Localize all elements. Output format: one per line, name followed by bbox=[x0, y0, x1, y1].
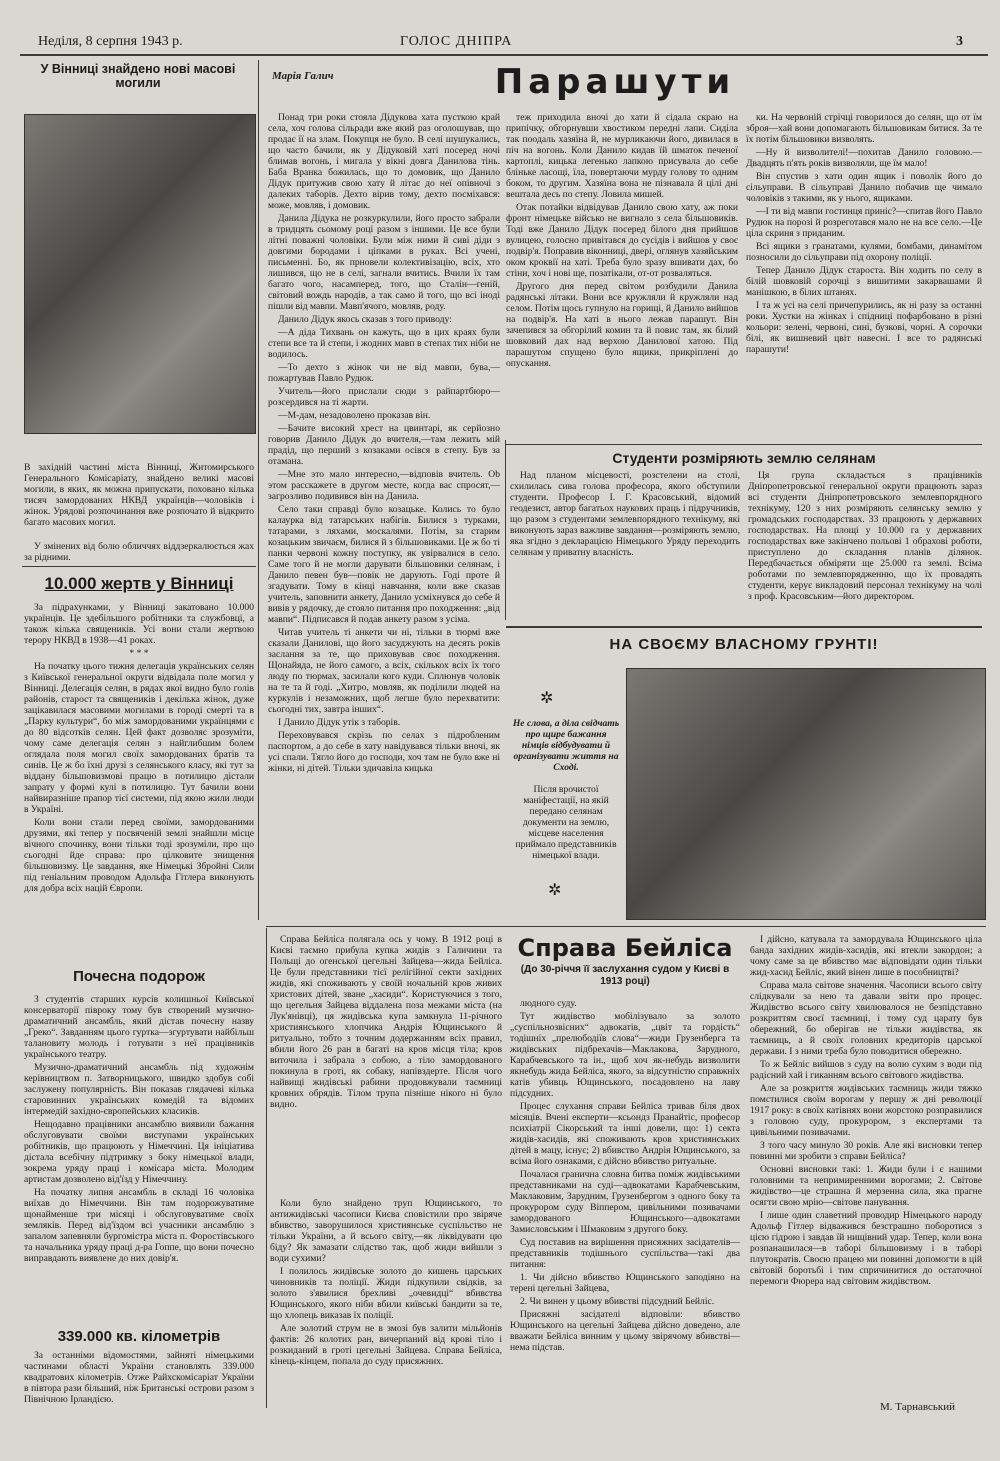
story-paragraph: Переховувався скрізь по селах з підробленим паспортом, а до себе в хату навідувався тільки вночі, як усі спали. Тягло його до господи, хоч там не було вже ні жінки, ні дітей. Тільки здичавіла кицька bbox=[268, 730, 500, 774]
page-number: 3 bbox=[956, 34, 963, 49]
story-paragraph: Село таки справді було козацьке. Колись то було калаурка від татарських набігів. Билися з турками, татарами, з ляхами, москалями. Потім, за старим козацьким звичаєм, билися й з більшовиками. Це ж бо ті панки червоні кожну поступку, як увірвалися в село. Саме того й не могли дарувати більшовики селянам, і Данило певен був—повік не дарують. Годі проте й згадувати. Тому в кінці навчання, коли вже сказав учитель, заповнити анкету, Данило усміхнувся до себе й вивів у рядочку, де стояло питання про походження: „від мавпи“. Підписався й подав анкету разом з усіма. bbox=[268, 504, 500, 625]
paragraph: За підрахунками, у Вінниці закатовано 10.000 українців. Це здебільшого робітники та службовці, а також кілька священиків. Усі вони стали жертвою терору НКВД в 1938—41 роках. bbox=[24, 602, 254, 646]
beilis-paragraph: людного суду. bbox=[520, 998, 577, 1009]
column-divider bbox=[266, 928, 267, 1408]
story-paragraph: Він спустив з хати один ящик і поволік його до сільуправи. В сільуправі Данило побачив ще чимало чоловіків з такими, як у нього, ящиками. bbox=[746, 171, 982, 204]
story-paragraph: ки. На червоній стрічці говорилося до селян, що от їм зброя—хай вони допомагають більшовикам битися. За те їх потім більшовики визволять. bbox=[746, 112, 982, 145]
beilis-paragraph: Суд поставив на вирішення присяжних засідателів—представників тодішнього суспільства—такі два питання: bbox=[510, 1237, 740, 1270]
story-paragraph: Тепер Данило Дідук староста. Він ходить по селу в білій шовковій сорочці з вишитими закарвашами й манішкою, в білих штанях. bbox=[746, 265, 982, 298]
paragraph: Ця група складається з працівників Дніпропетровської генеральної округи працюють зараз всі студенти Дніпропетровського землевпорядного технікуму, 120 з них розміряють селянську землю у громадських господарствах. 33 працюють у державних господарствах. На площі у 10.000 га у державних господарствах вже закінчено польові 1 обрахові роботи, приступлено до складання планів ділянок. Передбачається обміряти ще 25.000 га землі. Всіма роботами по землевпорядженню, що їх провадять студенти, керує викладовий персонал технікуму на чолі з проф. Красовським—його директором. bbox=[748, 470, 982, 602]
beilis-paragraph: То ж Бейліс вийшов з суду на волю сухим з води під радісний хай і гиканням всього світового жидівства. bbox=[750, 1059, 982, 1081]
photo-caption-2: У змінених від болю обличчях віддзеркалюється жах за рідними. bbox=[24, 541, 254, 563]
headline-honorary-journey: Почесна подорож bbox=[73, 968, 205, 985]
column-divider bbox=[258, 60, 259, 920]
beilis-paragraph: Присяжні засідателі відповіли: вбивство Ющинського на цегельні Зайцева дійсно доведено, але вважати Бейліса винним у цьому звірячому вбивстві—нема підстав. bbox=[510, 1309, 740, 1353]
story-author: Марія Галич bbox=[272, 70, 334, 82]
issue-date: Неділя, 8 серпня 1943 р. bbox=[38, 34, 183, 49]
story-paragraph: І Данило Дідук утік з таборів. bbox=[278, 717, 401, 728]
story-paragraph: Отак потайки відвідував Данило свою хату, аж поки фронт німецьке військо не вигнало з села більшовиків. Тоді вже Данило Дідук посеред білого дня прийшов вулицею, голосно привітався до сусідів і вийшов у своє подвір'я. Поправив віконниці, двері, оглянув хазяйським оком кроквії на хаті. Треба було зразу вшивати дах, бо стіни, хоч і нові ще, позатікали, от-от розваляться. bbox=[506, 202, 738, 279]
header-rule bbox=[20, 54, 988, 56]
celebration-photo bbox=[626, 668, 986, 920]
paragraph: На початку цього тижня делегація українських селян з Київської генеральної округи відвідала поле могил у Вінниці. Делегація селян, в рядах якої видно було голів районів, старост та священиків і декілька жінок, дуже зацікавилася масовими могилами в городі смерті та в „Парку культури“, бо між замордованими українцями є до 80 відсотків селян. Цей факт дозволяє зрозуміти, чому саме делегація селян з найглибшим болем оглядала поля могил своїх замордованих братів та синів. Це ж бо їхні друзі з селянського класу, які тут за віддану більшовизмові працю в потилицю дістали запрату у формі кулі в потилицю. Тут бачили вони найвиразніше прапор тієї системи, під якою жили люди в Україні. bbox=[24, 661, 254, 815]
own-soil-body: Після врочистої маніфестації, на якій передано селянам документи на землю, місцеве населення приймало представників німецької влади. bbox=[515, 784, 617, 861]
headline-own-soil: НА СВОЄМУ ВЛАСНОМУ ГРУНТІ! bbox=[609, 636, 879, 653]
paragraph: На початку липня ансамбль в складі 16 чоловіка виїхав до Німеччини. Він там подорожуватиме щонайменше три місяці і обслуговуватиме своїх земляків. Перед від'їздом всі учасники ансамблю з запалом запевняли бургомістра міста п. Форостівського та начальника уряду праці д-ра Гоппе, що вони почесно виправдають виявлене до них довір'я. bbox=[24, 1187, 254, 1264]
story-paragraph: Данила Дідука не розкуркулили, його просто забрали в тридцять сьомому році разом з іншими. Це все були літні поважні чоловіки. Були між ними й сиві діди з довгими бородами і ціпками в руках. Всі учені, письменні. Бо, як прновели колективізацію, всіх, хто лишився, що не в селі, загнали вчитись. Вчили їх там багато чого, насамперед, того, що Сталін—геній, світовий вождь народів, а так само й того, що всі іноді пішли від мавпи. Мавп'ячого, мовляв, роду. bbox=[268, 213, 500, 312]
photo-caption: В західній частині міста Вінниці, Житомирського Генерального Комісаріату, знайдено великі масові могили, в яких, як можна припускати, поховано кілька тисяч замордованих НКВД українців—чоловіків і жінок. Урядові розпочинання вже розпочато й відкрито багато масових могил. bbox=[24, 462, 254, 528]
beilis-paragraph: Справа мала світове значення. Часописи всього світу слідкували за нею та давали звіти про процес. Жидівство всього світу хвилювалося не безпідставно розкриттям своєї таємниці, і тому суд царату був обережний, бо оберігав не тільки жидівства, як таємниць, а й своїх головних кредиторів царської держави. І з ними треба було поводитися обережно. bbox=[750, 980, 982, 1057]
story-paragraph: —І ти від мавпи гостинця приніс?—спитав його Павло Рудюк на порозі й розреготався мало не на все село.—Це ціла скриня з приданим. bbox=[746, 206, 982, 239]
story-paragraph: Всі ящики з гранатами, кулями, бомбами, динамітом позносили до сільуправи під охорону поліції. bbox=[746, 241, 982, 263]
beilis-paragraph: Коли було знайдено труп Ющинського, то антижидівські часописи Києва сповістили про звіряче вбивство, заворушилося християнське суспільство не тільки України, а й всього світу,—як ліквідувати цю біду? Як замазати слідство так, щоб жиди вийшли з води сухими? bbox=[270, 1198, 502, 1264]
beilis-paragraph: Почалася гранична словна битва поміж жидівськими представниками на суді—адвокатами Карабчевським, Маклаковим, Зарудним, Грузенбергом з одного боку та прокурором суду Віппером, цивільними позивачами замордованого Ющинського—адвокатами Замисловським і Шмаковим з другого боку. bbox=[510, 1169, 740, 1235]
story-paragraph: Другого дня перед світом розбудили Данила радянські літаки. Вони все кружляли й кружляли над селом. Потім щось гупнуло на горищі, й Данило вийшов на подвір'я. На хаті в нього лежав парашут. Він зачепився за обгорілий комин та й повис там, як білий шовковий дах над верхою Данилової хатою. Під парашутом спущено було ящики, прикріплені до опускання. bbox=[506, 281, 738, 369]
headline-vinnytsia-graves: У Вінниці знайдено нові масові могили bbox=[40, 62, 236, 90]
beilis-paragraph: Справа Бейліса полягала ось у чому. В 1912 році в Києві таємно прибула купка жидів з Галичини та Польщі до огенської цегельні Зайцева—жида Бейліса. Це були представники тієї релігійної секти західних жидів, які споживають у своїй ночальній кров живих христових дітей, зване „хасиди“. Користуючися з того, що цегельня Зайцева віддалена поза межами міста (на Лук'янівці), ця жидівська купа замкнула 11-річного християнського хлопчика Андрія Ющинського й ритуально, тобто з точним додержанням всіх правил, вбили його 26 ран в багаті на кров місця тіла; кров виточила і забрала з собою, а тіло замордованого покинула в гроті, як собаку, напівздерте. Після чого найвищі жидівські рабини продовжували таємниці кровних обрядів. Тілом трупа пізніше нікого ні було видно. bbox=[270, 934, 502, 1110]
story-title: Парашути bbox=[494, 62, 736, 102]
story-paragraph: —Ну й визволителі!—похитав Данило головою.—Двадцять п'ять років визволяли, ще їм мало! bbox=[746, 147, 982, 169]
beilis-paragraph: З того часу минуло 30 років. Але які висновки тепер повинні ми зробити з справи Бейліса? bbox=[750, 1140, 982, 1162]
beilis-paragraph: 1. Чи дійсно вбивство Ющинського заподіяно на терені цегельні Зайцева, bbox=[510, 1272, 740, 1294]
mass-graves-photo bbox=[24, 114, 256, 434]
beilis-paragraph: Тут жидівство мобілізувало за золото „суспільнозвісних“ адвокатів, „цвіт та гордість“ тодішніх „прелюбодіїв слова“—жиди Грузенберга та жидівських підбрехачів—Маклакова, Зарудного, Карабчевського та ін., щоб хоч як-небудь визволити якнебудь жида Бейліса, якого, за відсутністю справжніх катів убивць Ющинського, посадовлено на лаву підсудних. bbox=[510, 1011, 740, 1099]
star-ornament: ✲ bbox=[540, 688, 554, 707]
headline-students: Студенти розміряють землю селянам bbox=[612, 450, 876, 466]
story-paragraph: —То дехто з жінок чи не від мавпи, бува,—пожартував Павло Рудюк. bbox=[268, 362, 500, 384]
paragraph: Над планом місцевості, розстелени на столі, схилилась сива голова професора, якого обступили студенти. Професор І. Г. Красовський, відомий геодезист, автор багатьох наукових праць і підручників, що разом з студентами землевпорядного технікуму, які виконують зараз важливе завдання—розміряють землю, яка згідно з декларацією Німецького Уряду переходить селянам у приватну власність. bbox=[510, 470, 740, 558]
headline-339000-km: 339.000 кв. кілометрів bbox=[57, 1328, 221, 1345]
paragraph: Нещодавно працівники ансамблю виявили бажання обслуговувати своїми виступами українських робітників, що працюють у Німеччині. Ця ініціатива дістала всебічну підтримку з боку німецької влади, зокрема уряду праці і комісара міста. Молодим артистам дозволено від'їзд у Німеччину. bbox=[24, 1119, 254, 1185]
column-divider bbox=[505, 440, 506, 620]
story-paragraph: Учитель—його прислали сюди з райпартбюро—розсердився на ті жарти. bbox=[268, 386, 500, 408]
story-paragraph: Данило Дідук якось сказав з того приводу: bbox=[278, 314, 452, 325]
beilis-paragraph: 2. Чи винен у цьому вбивстві підсудний Бейліс. bbox=[520, 1296, 715, 1307]
story-paragraph: —М-дам, незадоволено проказав він. bbox=[278, 410, 431, 421]
story-paragraph: —Мне это мало интересно,—відповів вчитель. Ob этом расскажете в другом месте, когда вас спросят,—загрозливо подивився він на Данила. bbox=[268, 469, 500, 502]
section-rule bbox=[506, 444, 982, 445]
paragraph: Коли вони стали перед своїми, замордованими друзями, які тепер у посвяченій землі знайшли місце вічного спочинку, вони тільки тоді зрозуміли, про що сьогодні йде справа: про цілковите знищення більшовизму. Це завдання, яке Німецькі Збройні Сили під геніальним проводом Адольфа Гітлера виконують для добра всіх націй Європи. bbox=[24, 817, 254, 894]
story-paragraph: Понад три роки стояла Дідукова хата пусткою край села, хоч голова сільради вже який раз оголошував, що продає її на злам. Покупця не було. В селі шушукались, що часто бачили, як у Дідуковій хаті посеред ночі блимав вогонь, і мигала у вікні довга Данилова тінь. Баба Вранка божилась, що то домовик, що Данило Дідук притужив свою хату й літає до неї опівночі з далеких таборів. Дехто вірив тому, дехто посміхався: може, мовляв, і домовик. bbox=[268, 112, 500, 211]
beilis-paragraph: Основні висновки такі: 1. Жиди були і є нашими головними та непримиренними ворогами; 2. Світове жидівство—це страшна й мерзенна сила, яка прагне осягти свою мрію—світове панування. bbox=[750, 1164, 982, 1208]
section-rule bbox=[506, 626, 982, 628]
paragraph: З студентів старших курсів колишньої Київської консерваторії півроку тому був створений музично-драматичний ансамбль, який дістав почесну назву „Греко“. Завданням цього гуртка—згуртувати найбільш талановиту молодь і готувати з неї працівників українського театру. bbox=[24, 994, 254, 1060]
beilis-title: Справа Бейліса bbox=[517, 934, 733, 962]
story-paragraph: —А діда Тихвань он кажуть, що в цих краях були степи все та й степи, і жодних мавп в степах тих ніби не водилось. bbox=[268, 327, 500, 360]
beilis-paragraph: І полилось жидівське золото до кишень царських чиновників та поліції. Жиди підкупили свідків, за золото з'явилися брехливі „очевидці“ вбивства Ющинського, якого ніби вбили київські бандити за те, що хлопець виказав їх поліції. bbox=[270, 1266, 502, 1321]
beilis-paragraph: І дійсно, катувала та замордувала Ющинського ціла банда західних жидів-хасидів, які втекли закордон; а чому саме за це вбивство має відповідати один тільки жид-хасид Бейліс, який вінен лише в пособництві? bbox=[750, 934, 982, 978]
story-paragraph: Читав учитель ті анкети чи ні, тільки в тюрмі вже сказали Данилові, що його засуджують на десять років заслання за те, що приховував своє походження. Щонайяда, не його самого, а всіх, скількох всіх їх того люду по тюрмах, засилали кого куди. Сплюнув чоловік на те та й годі. „Хитро, мовляв, як поділили людей на куркулів і незаможних, щоб легше було перехватити: сьогодні тих, завтра інших“. bbox=[268, 627, 500, 715]
beilis-paragraph: Процес слухання справи Бейліса тривав біля двох місяців. Вчені експерти—ксьондз Пранайтіс, професор психіатрії Сікорський та інші довели, що: 1) секта жидів-хасидів, які споживають кров християнських дітей в мацу, існує; 2) вбивство Андрія Ющинського, за всіма його ознаками, є дійсно вбивство ритуальне. bbox=[510, 1101, 740, 1167]
headline-10000-victims: 10.000 жертв у Вінниці bbox=[44, 574, 234, 593]
beilis-paragraph: Але золотий струм не в змозі був залити мільйонів фактів: 26 колотих ран, вичерпаний від крові тіло і розкиданий в гроті цегельні Зайцева. Справа Бейліса, кінець-кінцем, попала до суду присяжних. bbox=[270, 1323, 502, 1367]
separator: * * * bbox=[129, 648, 149, 659]
beilis-paragraph: Але за розкриття жидівських таємниць жиди тяжко помстилися своїм ворогам у першу ж дні революції 1917 року: в своїх катівнях вони жорстоко розправилися з головою суду, прокурором, з експертами та цивільними позивачами. bbox=[750, 1083, 982, 1138]
beilis-signature: М. Тарнавський bbox=[880, 1401, 956, 1413]
star-ornament: ✲ bbox=[548, 880, 562, 899]
beilis-subtitle: (До 30-річчя її заслухання судом у Києві в 1913 році) bbox=[520, 964, 730, 987]
own-soil-lead: Не слова, а діла свідчать про щире бажання німців відбудувати й організувати життя на Сході. bbox=[512, 718, 620, 773]
story-paragraph: теж приходила вночі до хати й сідала скраю на припічку, обгорнувши хвостиком передні лапи. Сиділа так поодаль хазяїна й, не мурликаючи його, дивилася в піч на вогонь. Коли Данило кидав їй шматок печеної картоплі, кицька легенько лапкою присувала до себе бліньке ласощі, їла, повертаючи мурду голову то одним боком, то другим. Хазяїна вона не пізнавала й цілі дні вештала десь по степу. Ловила мишей. bbox=[506, 112, 738, 200]
story-paragraph: І та ж усі на селі причепурились, як ні разу за останні роки. Хустки на жінках і спідниці пофарбовано в різні кольори: зелені, червоні, сині, бузкові, чорні. А сорочки білі, як вишневий цвіт навесні. І все то радянські парашути! bbox=[746, 300, 982, 355]
newspaper-name: ГОЛОС ДНІПРА bbox=[400, 34, 513, 49]
section-rule bbox=[22, 566, 256, 567]
beilis-paragraph: І лише один славетний проводир Німецького народу Адольф Гітлер відважився безстрашно поборотися з цією гідрою і завдав їй нищівний удар. Тепер, коли вона розпанашилася—в таборі більшовизму і в таборі плутократів. Своєю працею ми повинні допомогти в цій світовій боротьбі і тим спричинитися до остаточної перемоги Фюрера над світовим жидівством. bbox=[750, 1210, 982, 1287]
story-paragraph: —Бачите високий хрест на цвинтарі, як серйозно говорив Данило Дідук до вчителя,—там лежить мій прадід, що перший з козаками осівся в степу. Був за отамана. bbox=[268, 423, 500, 467]
paragraph: За останніми відомостями, зайняті німецькими частинами області України становлять 339.000 квадратових кілометрів. Отже Райхскомісаріат України в півтора рази більший, ніж Британські острови разом з Північною Ірландією. bbox=[24, 1350, 254, 1405]
paragraph: Музично-драматичний ансамбль під художнім керівництвом п. Затворницького, швидко здобув собі заслужену популярність. Він показав глядачеві кілька старовинних українських комедій та відомих інтермедій західно-європейських класиків. bbox=[24, 1062, 254, 1117]
